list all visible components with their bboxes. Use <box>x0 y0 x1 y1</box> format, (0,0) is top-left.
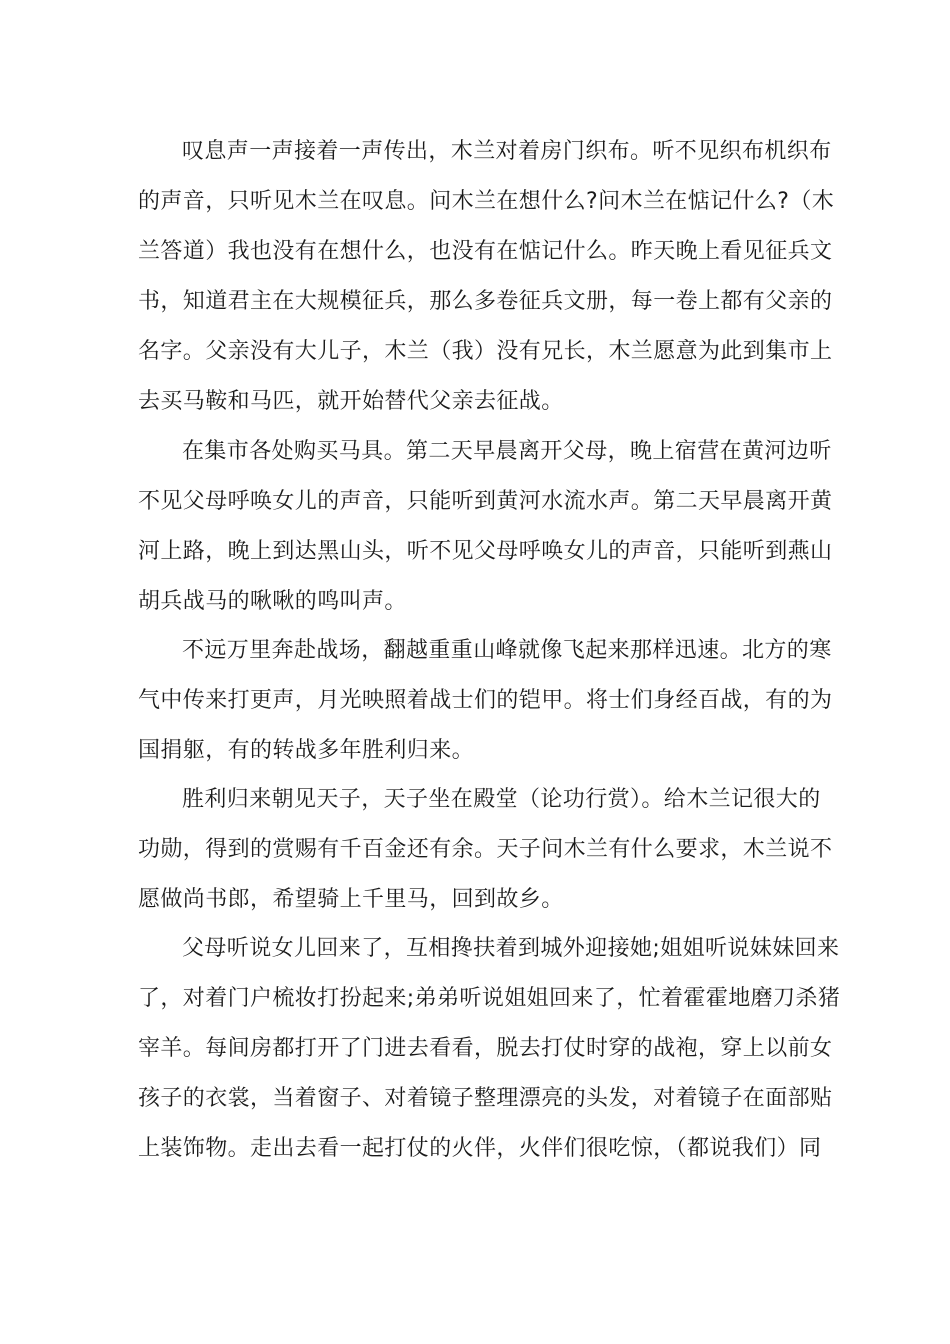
text-line: 气中传来打更声，月光映照着战士们的铠甲。将士们身经百战，有的为 <box>138 688 833 713</box>
text-line: 胜利归来朝见天子，天子坐在殿堂（论功行赏）。给木兰记很大的 <box>182 787 821 812</box>
text-line: 河上路，晚上到达黑山头，听不见父母呼唤女儿的声音，只能听到燕山 <box>138 539 833 564</box>
text-line: 愿做尚书郎，希望骑上千里马，回到故乡。 <box>138 887 564 912</box>
text-line: 的声音，只听见木兰在叹息。问木兰在想什么?问木兰在惦记什么?（木 <box>138 189 835 214</box>
text-line: 叹息声一声接着一声传出，木兰对着房门织布。听不见织布机织布 <box>182 139 832 164</box>
text-line: 了，对着门户梳妆打扮起来;弟弟听说姐姐回来了，忙着霍霍地磨刀杀猪 <box>138 986 841 1011</box>
text-line: 父母听说女儿回来了，互相搀扶着到城外迎接她;姐姐听说妹妹回来 <box>182 936 840 961</box>
text-line: 宰羊。每间房都打开了门进去看看，脱去打仗时穿的战袍，穿上以前女 <box>138 1036 833 1061</box>
text-line: 不见父母呼唤女儿的声音，只能听到黄河水流水声。第二天早晨离开黄 <box>138 489 833 514</box>
text-line: 孩子的衣裳，当着窗子、对着镜子整理漂亮的头发，对着镜子在面部贴 <box>138 1086 833 1111</box>
text-line: 上装饰物。走出去看一起打仗的火伴，火伴们很吃惊，（都说我们）同 <box>138 1136 822 1161</box>
text-line: 功勋，得到的赏赐有千百金还有余。天子问木兰有什么要求，木兰说不 <box>138 837 833 862</box>
text-line: 国捐躯，有的转战多年胜利归来。 <box>138 738 475 763</box>
text-line: 兰答道）我也没有在想什么，也没有在惦记什么。昨天晚上看见征兵文 <box>138 239 833 264</box>
text-line: 不远万里奔赴战场，翻越重重山峰就像飞起来那样迅速。北方的寒 <box>182 638 832 663</box>
text-line: 在集市各处购买马具。第二天早晨离开父母，晚上宿营在黄河边听 <box>182 439 832 464</box>
text-line: 书，知道君主在大规模征兵，那么多卷征兵文册，每一卷上都有父亲的 <box>138 289 833 314</box>
text-line: 名字。父亲没有大儿子，木兰（我）没有兄长，木兰愿意为此到集市上 <box>138 339 833 364</box>
text-line: 胡兵战马的啾啾的鸣叫声。 <box>138 589 407 614</box>
text-line: 去买马鞍和马匹，就开始替代父亲去征战。 <box>138 389 564 414</box>
